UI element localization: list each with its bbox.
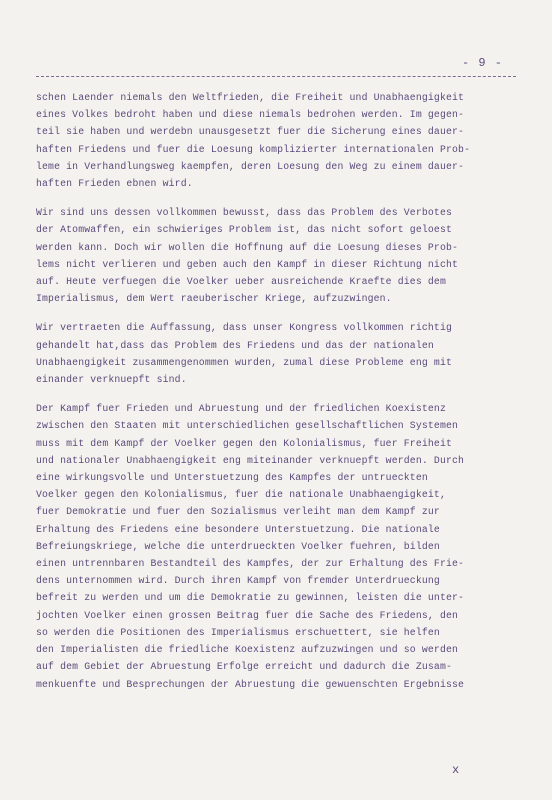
text-line: Voelker gegen den Kolonialismus, fuer die nationale Unabhaengigkeit,	[36, 489, 446, 501]
text-line: Befreiungskriege, welche die unterdrueckten Voelker fuehren, bilden	[36, 540, 440, 552]
paragraph-2	[36, 204, 532, 307]
text-line: werden kann. Doch wir wollen die Hoffnung auf die Loesung dieses Prob-	[36, 241, 459, 253]
text-line: muss mit dem Kampf der Voelker gegen den Kolonialismus, fuer Freiheit	[36, 437, 453, 449]
text-line: haften Frieden ebnen wird.	[36, 178, 193, 190]
text-line: dens unternommen wird. Durch ihren Kampf von fremder Unterdrueckung	[36, 575, 440, 587]
text-line: menkuenfte und Besprechungen der Abruestung die gewuenschten Ergebnisse	[36, 678, 465, 690]
text-line: den Imperialisten die friedliche Koexistenz aufzuzwingen und so werden	[36, 644, 459, 656]
text-line: einander verknuepft sind.	[36, 374, 187, 386]
text-line: eines Volkes bedroht haben und diese niemals bedrohen werden. Im gegen-	[36, 109, 465, 121]
text-line: zwischen den Staaten mit unterschiedlichen gesellschaftlichen Systemen	[36, 420, 459, 432]
text-line: und nationaler Unabhaengigkeit eng miteinander verknuepft werden. Durch	[36, 454, 465, 466]
paragraph-4	[36, 400, 532, 692]
text-line: leme in Verhandlungsweg kaempfen, deren Loesung den Weg zu einem dauer-	[36, 160, 465, 172]
text-line: gehandelt hat,dass das Problem des Friedens und das der nationalen	[36, 339, 434, 351]
body-text	[36, 89, 532, 705]
text-line: der Atomwaffen, ein schwieriges Problem ist, das nicht sofort geloest	[36, 224, 453, 236]
text-line: befreit zu werden und um die Demokratie zu gewinnen, leisten die unter-	[36, 592, 465, 604]
text-line: Unabhaengigkeit zusammengenommen wurden, zumal diese Probleme eng mit	[36, 356, 453, 368]
text-line: auf. Heute verfuegen die Voelker ueber ausreichende Kraefte dies dem	[36, 276, 446, 288]
text-line: lems nicht verlieren und geben auch den Kampf in dieser Richtung nicht	[36, 258, 459, 270]
text-line: einen untrennbaren Bestandteil des Kampfes, der zur Erhaltung des Frie-	[36, 558, 465, 570]
text-line: so werden die Positionen des Imperialismus erschuettert, sie helfen	[36, 626, 440, 638]
header-rule	[36, 76, 516, 77]
text-line: Wir vertraeten die Auffassung, dass unser Kongress vollkommen richtig	[36, 322, 453, 334]
text-line: auf dem Gebiet der Abruestung Erfolge erreicht und dadurch die Zusam-	[36, 661, 453, 673]
text-line: haften Friedens und fuer die Loesung komplizierter internationalen Prob-	[36, 143, 471, 155]
text-line: Der Kampf fuer Frieden und Abruestung und der friedlichen Koexistenz	[36, 403, 446, 415]
text-line: jochten Voelker einen grossen Beitrag fuer die Sache des Friedens, den	[36, 609, 459, 621]
text-line: fuer Demokratie und fuer den Sozialismus verleiht man dem Kampf zur	[36, 506, 440, 518]
page-number: - 9 -	[462, 56, 504, 70]
text-line: eine wirkungsvolle und Unterstuetzung des Kampfes der untrueckten	[36, 472, 428, 484]
text-line: Imperialismus, dem Wert raeuberischer Kriege, aufzuzwingen.	[36, 293, 392, 305]
paragraph-3	[36, 319, 532, 388]
text-line: Wir sind uns dessen vollkommen bewusst, dass das Problem des Verbotes	[36, 207, 453, 219]
text-line: schen Laender niemals den Weltfrieden, die Freiheit und Unabhaengigkeit	[36, 92, 465, 103]
text-line: Erhaltung des Friedens eine besondere Unterstuetzung. Die nationale	[36, 523, 440, 535]
paragraph-1	[36, 89, 532, 192]
footer-mark: x	[452, 763, 460, 777]
text-line: teil sie haben und werdebn unausgesetzt fuer die Sicherung eines dauer-	[36, 126, 465, 138]
